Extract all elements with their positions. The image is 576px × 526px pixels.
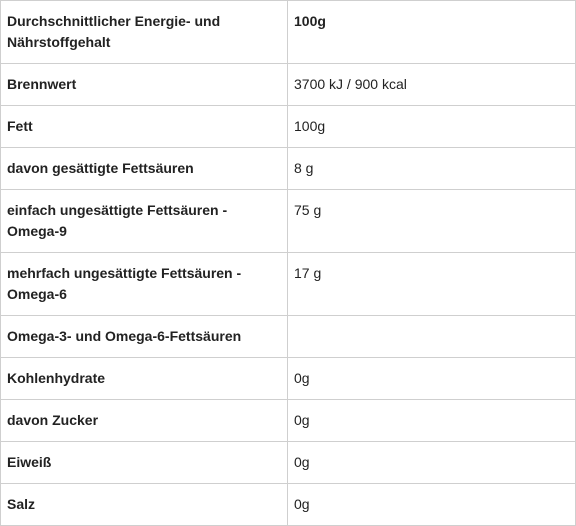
table-row-brennwert <box>1 64 576 106</box>
row-value: 0g <box>288 484 576 526</box>
row-label: einfach ungesättigte Fettsäuren - Omega-9 <box>1 190 288 253</box>
table-row-omega-9 <box>1 190 576 253</box>
table-row-zucker <box>1 400 576 442</box>
row-value: 8 g <box>288 148 576 190</box>
table-row-kohlenhydrate <box>1 358 576 400</box>
row-value: 100g <box>288 1 576 64</box>
row-label: davon gesättigte Fettsäuren <box>1 148 288 190</box>
row-value: 17 g <box>288 253 576 316</box>
table-row-eiweiss <box>1 442 576 484</box>
row-label: Omega-3- und Omega-6-Fettsäuren <box>1 316 288 358</box>
row-label: davon Zucker <box>1 400 288 442</box>
row-label: Kohlenhydrate <box>1 358 288 400</box>
row-label: Eiweiß <box>1 442 288 484</box>
row-value: 0g <box>288 358 576 400</box>
row-value: 100g <box>288 106 576 148</box>
row-label: Salz <box>1 484 288 526</box>
row-value: 3700 kJ / 900 kcal <box>288 64 576 106</box>
table-row-omega-6 <box>1 253 576 316</box>
row-label: mehrfach ungesättigte Fettsäuren - Omega-6 <box>1 253 288 316</box>
table-row-header <box>1 1 576 64</box>
row-value: 0g <box>288 442 576 484</box>
table-row-omega-3-6 <box>1 316 576 358</box>
row-value: 75 g <box>288 190 576 253</box>
row-label: Brennwert <box>1 64 288 106</box>
row-label: Durchschnittlicher Energie- und Nährstoffgehalt <box>1 1 288 64</box>
table-row-salz <box>1 484 576 526</box>
table-row-gesaettigte-fettsaeuren <box>1 148 576 190</box>
row-label: Fett <box>1 106 288 148</box>
table-row-fett <box>1 106 576 148</box>
row-value: 0g <box>288 400 576 442</box>
row-value <box>288 316 576 358</box>
